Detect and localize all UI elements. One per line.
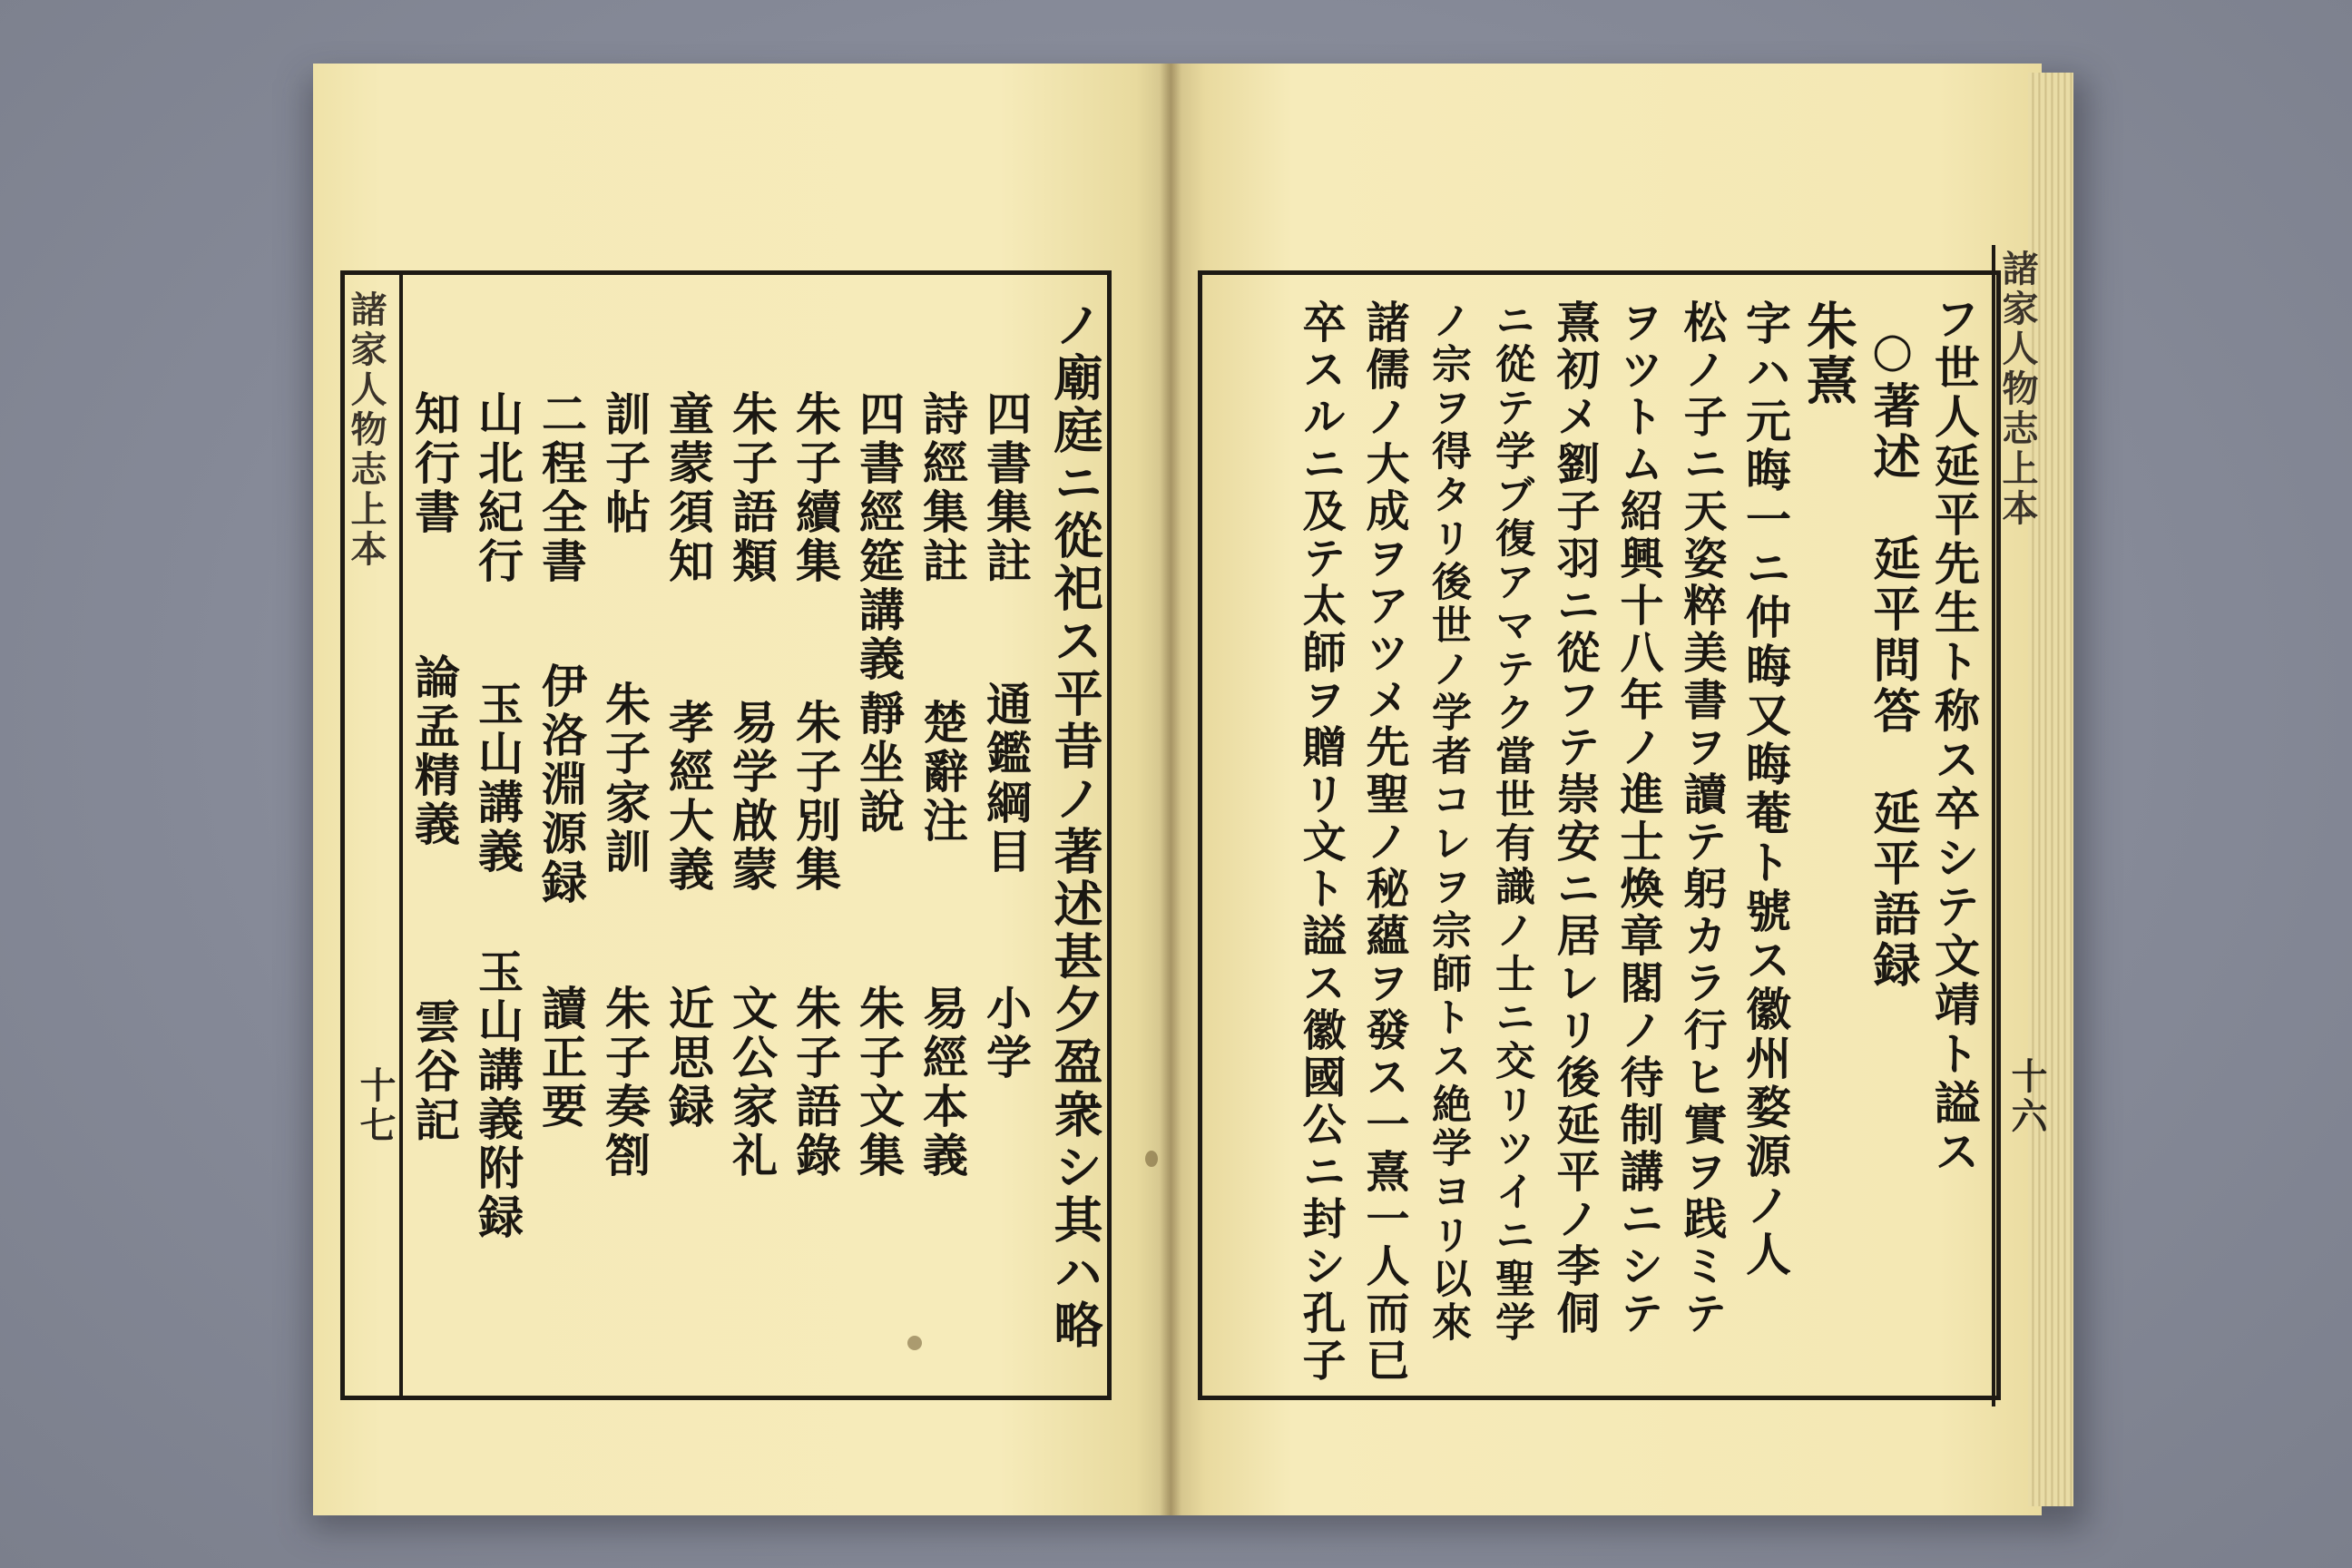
book-title: 論孟精義 [407,653,461,849]
book-title: 詩經集註 [916,390,969,586]
book-title: 四書集註 [979,390,1033,586]
book-title: 近思録 [662,985,715,1132]
book-title: 訓子帖 [598,390,652,537]
right-margin-title: 諸家人物志上本 [1996,250,2039,529]
text-column: フ世人延平先生ト称ス卒シテ文靖ト謚ス [1927,295,1981,1177]
book-title: 易經本義 [916,985,969,1181]
book-title: 文公家礼 [725,985,779,1181]
text-column: ニ從テ学ブ復アマテク當世有識ノ士ニ交リツイニ聖学 [1488,299,1534,1345]
ink-stain [907,1336,922,1350]
book-title: 朱子語類 [725,390,779,586]
book-title: 讀正要 [534,985,588,1132]
book-title: 孝經大義 [662,699,715,895]
text-column: 字ハ元晦一ニ仲晦又晦菴ト號ス徽州婺源ノ人 [1739,299,1792,1279]
book-title: 雲谷記 [407,998,461,1145]
left-intro-line: ノ廟庭ニ從祀ス平昔ノ著述甚夕盈衆シ其ハ略 [1046,299,1104,1352]
book-title: 朱子語錄 [789,985,842,1181]
book-title: 二程全書 [534,390,588,586]
text-column: 諸儒ノ大成ヲアツメ先聖ノ秘蘊ヲ發ス一熹一人而已 [1358,299,1409,1385]
text-column: 松ノ子ニ天姿粹美書ヲ讀テ躬カラ行ヒ實ヲ践ミテ [1676,299,1727,1338]
text-column: 熹初メ劉子羽ニ從フテ崇安ニ居レリ後延平ノ李侗 [1549,299,1600,1338]
book-title: 朱子文集 [852,985,906,1181]
book-title: 朱子別集 [789,699,842,895]
book-title: 朱子續集 [789,390,842,586]
book-title: 童蒙須知 [662,390,715,586]
book-title: 山北紀行 [471,390,524,586]
text-column: 卒スルニ及テ太師ヲ贈リ文ト謚ス徽國公ニ封シ孔子 [1295,299,1346,1385]
right-folio: 十六 [2005,1057,2048,1137]
book-title: 易学啟蒙 [725,699,779,895]
left-folio: 十七 [354,1066,397,1146]
book-title: 楚辭注 [916,699,969,846]
book-title: 小学 [979,985,1033,1083]
text-column: ヲツトム紹興十八年ノ進士煥章閣ノ待制講ニシテ [1612,299,1663,1338]
book-title: 朱子家訓 [598,681,652,877]
book-title: 伊洛淵源録 [534,662,588,907]
book-title: 玉山講義附録 [471,948,524,1242]
text-column: 朱熹 [1798,299,1858,408]
book-title: 玉山講義 [471,681,524,877]
book-gutter [1160,64,1181,1515]
ink-stain [1145,1151,1158,1167]
book-title: 知行書 [407,390,461,537]
text-column: ○著述 延平問答 延平語録 [1865,322,1920,991]
left-margin-rule [399,270,403,1400]
book-title: 四書經筵講義 [852,390,906,684]
right-margin-rule [1992,245,1995,1406]
book-title: 靜坐說 [852,690,906,837]
book-title: 朱子奏劄 [598,985,652,1181]
book-title: 通鑑綱目 [979,681,1033,877]
left-margin-title: 諸家人物志上本 [345,290,387,570]
text-column: ノ宗ヲ得タリ後世ノ学者コレヲ宗師トス絶学ヨリ以來 [1425,299,1471,1345]
